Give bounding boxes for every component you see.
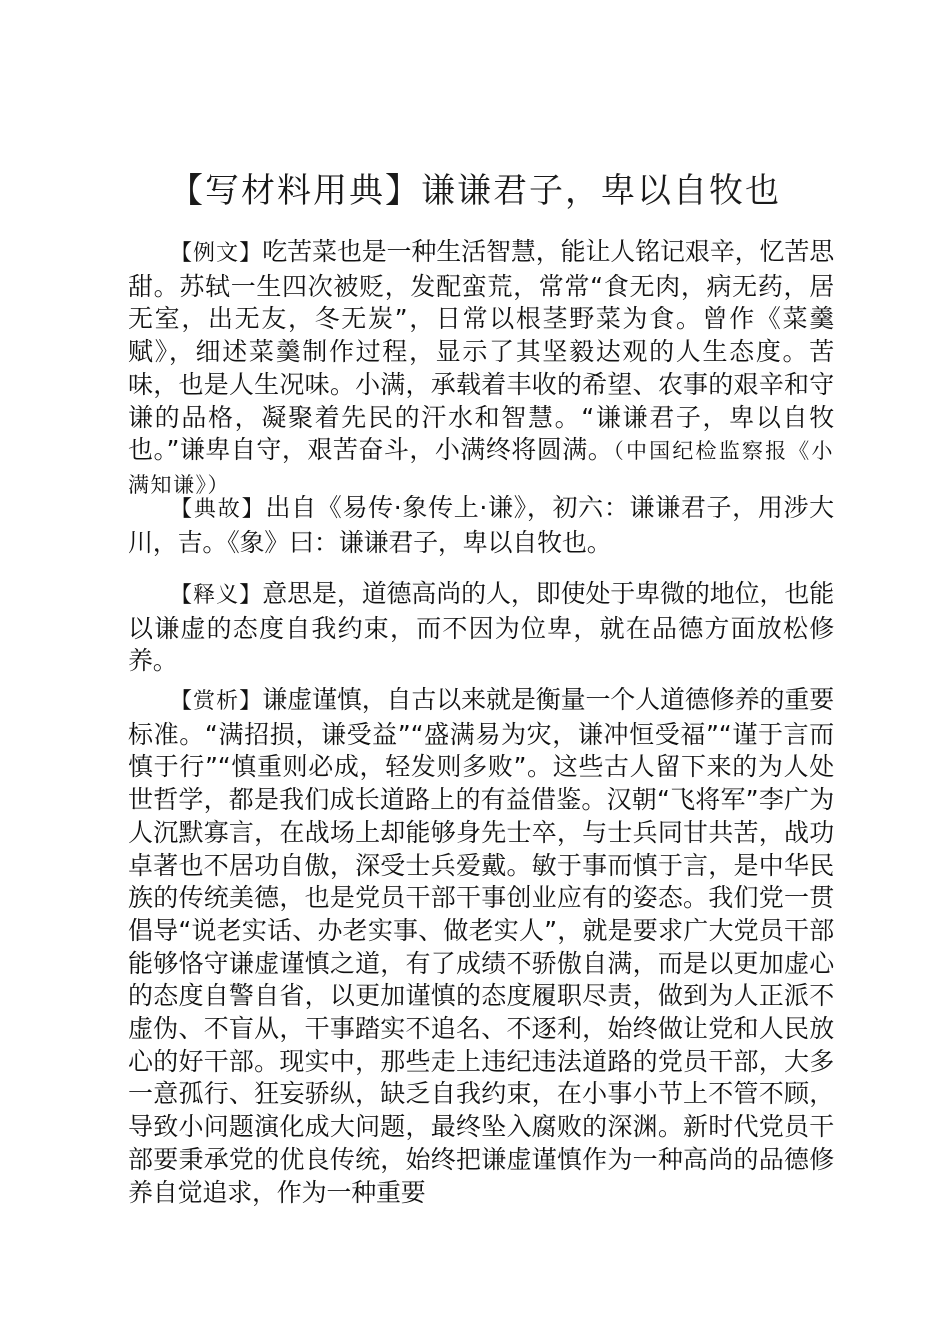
appreciation-tag: 【赏析】	[170, 689, 263, 714]
meaning-tag: 【释义】	[170, 583, 263, 608]
allusion-tag: 【典故】	[170, 497, 266, 522]
example-text: 吃苦菜也是一种生活智慧，能让人铭记艰辛，忆苦思甜。苏轼一生四次被贬，发配蛮荒，常常“食无肉，病无药，居无室，出无友，冬无炭”，日常以根茎野菜为食。曾作《菜羹赋》，细述菜羹制作过程，显示了其坚毅达观的人生态度。苦味，也是人生况味。小满，承载着丰收的希望、农事的艰辛和守谦的品格，凝聚着先民的汗水和智慧。“谦谦君子，卑以自牧也。”谦卑自守，艰苦奋斗，小满终将圆满。	[128, 237, 834, 465]
appreciation-paragraph	[128, 684, 834, 1209]
meaning-paragraph	[128, 578, 834, 678]
example-paragraph	[128, 236, 834, 502]
allusion-paragraph	[128, 492, 834, 559]
example-citation: （中国纪检监察报《小满知谦》）	[128, 439, 834, 497]
appreciation-text: 谦虚谨慎，自古以来就是衡量一个人道德修养的重要标准。“满招损，谦受益”“盛满易为灾，谦冲恒受福”“谨于言而慎于行”“慎重则必成，轻发则多败”。这些古人留下来的为人处世哲学，都是我们成长道路上的有益借鉴。汉朝“飞将军”李广为人沉默寡言，在战场上却能够身先士卒，与士兵同甘共苦，战功卓著也不居功自傲，深受士兵爱戴。敏于事而慎于言，是中华民族的传统美德，也是党员干部干事创业应有的姿态。我们党一贯倡导“说老实话、办老实事、做老实人”，就是要求广大党员干部能够恪守谦虚谨慎之道，有了成绩不骄傲自满，而是以更加虚心的态度自警自省，以更加谨慎的态度履职尽责，做到为人正派不虚伪、不盲从，干事踏实不追名、不逐利，始终做让党和人民放心的好干部。现实中，那些走上违纪违法道路的党员干部，大多一意孤行、狂妄骄纵，缺乏自我约束，在小事小节上不管不顾，导致小问题演化成大问题，最终坠入腐败的深渊。新时代党员干部要秉承党的优良传统，始终把谦虚谨慎作为一种高尚的品德修养自觉追求，作为一种重要	[128, 685, 834, 1207]
page-title: 【写材料用典】谦谦君子，卑以自牧也	[169, 171, 781, 211]
example-tag: 【例文】	[170, 241, 263, 266]
meaning-text: 意思是，道德高尚的人，即使处于卑微的地位，也能以谦虚的态度自我约束，而不因为位卑，就在品德方面放松修养。	[128, 579, 834, 676]
allusion-text: 出自《易传·象传上·谦》，初六：谦谦君子，用涉大川，吉。《象》曰：谦谦君子，卑以自牧也。	[128, 493, 834, 557]
